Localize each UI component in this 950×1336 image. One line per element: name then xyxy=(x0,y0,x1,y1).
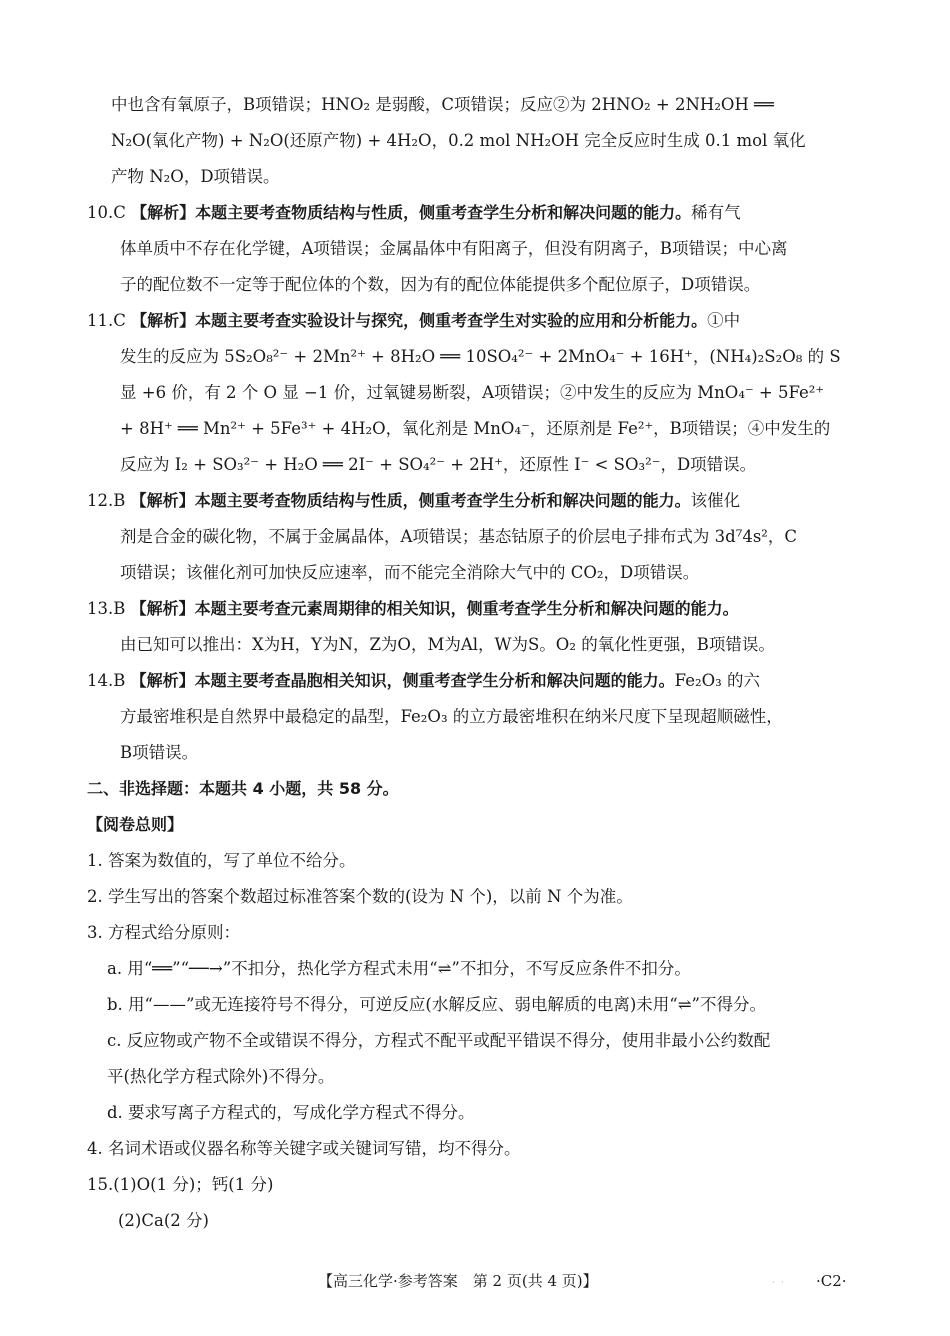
answer-part: (2)Ca(2 分) xyxy=(118,1211,209,1230)
question-number: 10. xyxy=(87,203,114,222)
text-line: 体单质中不存在化学键，A项错误；金属晶体中有阳离子，但没有阴离子，B项错误；中心离 xyxy=(120,239,788,258)
text-line: 剂是合金的碳化物，不属于金属晶体，A项错误；基态钴原子的价层电子排布式为 3d⁷4s²，C xyxy=(120,527,798,546)
answer-part: (1)O(1 分)；钙(1 分) xyxy=(113,1175,274,1194)
text-line: 项错误；该催化剂可加快反应速率，而不能完全消除大气中的 CO₂，D项错误。 xyxy=(120,563,700,582)
analysis-text: ①中 xyxy=(707,311,741,330)
answer-letter: C xyxy=(113,203,126,222)
question-13 xyxy=(87,596,739,622)
question-12 xyxy=(87,488,740,514)
question-number: 13. xyxy=(87,599,114,618)
rule-subitem: b. 用“——”或无连接符号不得分，可逆反应(水解反应、弱电解质的电离)未用“⇌”不得分。 xyxy=(107,995,766,1014)
analysis-lead: 本题主要考查晶胞相关知识，侧重考查学生分析和解决问题的能力。 xyxy=(194,671,675,690)
footer-code: ·C2· xyxy=(816,1272,847,1290)
analysis-text: 该催化 xyxy=(690,491,741,510)
answer-letter: B xyxy=(113,599,126,618)
question-number: 14. xyxy=(87,671,114,690)
text-line: 由已知可以推出：X为H，Y为N，Z为O，M为Al，W为S。O₂ 的氧化性更强，B项错误。 xyxy=(120,635,775,654)
text-line: B项错误。 xyxy=(120,743,199,762)
text-line: 反应为 I₂ + SO₃²⁻ + H₂O ══ 2I⁻ + SO₄²⁻ + 2H⁺，还原性 I⁻ < SO₃²⁻，D项错误。 xyxy=(120,455,757,474)
rule-item: 1. 答案为数值的，写了单位不给分。 xyxy=(87,851,356,870)
text-line: + 8H⁺ ══ Mn²⁺ + 5Fe³⁺ + 4H₂O，氧化剂是 MnO₄⁻，还原剂是 Fe²⁺，B项错误；④中发生的 xyxy=(120,419,831,438)
answer-letter: B xyxy=(113,671,126,690)
question-number: 12. xyxy=(87,491,114,510)
rule-subitem: c. 反应物或产物不全或错误不得分，方程式不配平或配平错误不得分，使用非最小公约数配 xyxy=(107,1031,771,1050)
text-line: 子的配位数不一定等于配位体的个数，因为有的配位体能提供多个配位原子，D项错误。 xyxy=(120,275,761,294)
rule-item: 4. 名词术语或仪器名称等关键字或关键词写错，均不得分。 xyxy=(87,1139,521,1158)
text-line: 方最密堆积是自然界中最稳定的晶型，Fe₂O₃ 的立方最密堆积在纳米尺度下呈现超顺磁性， xyxy=(120,707,783,726)
analysis-lead: 本题主要考查元素周期律的相关知识，侧重考查学生分析和解决问题的能力。 xyxy=(194,599,739,618)
footer-center: 【高三化学·参考答案 第 2 页(共 4 页)】 xyxy=(318,1272,598,1290)
rule-subitem: 平(热化学方程式除外)不得分。 xyxy=(107,1067,335,1086)
text-line: 中也含有氧原子，B项错误；HNO₂ 是弱酸，C项错误；反应②为 2HNO₂ + 2NH₂OH ══ xyxy=(111,95,774,114)
analysis-tag: 【解析】 xyxy=(130,491,195,510)
section-heading: 二、非选择题：本题共 4 小题，共 58 分。 xyxy=(87,779,399,798)
analysis-lead: 本题主要考查物质结构与性质，侧重考查学生分析和解决问题的能力。 xyxy=(195,203,692,222)
question-number: 11. xyxy=(87,311,114,330)
analysis-lead: 本题主要考查实验设计与探究，侧重考查学生对实验的应用和分析能力。 xyxy=(195,311,708,330)
analysis-tag: 【解析】 xyxy=(130,599,195,618)
answer-letter: B xyxy=(113,491,126,510)
question-14 xyxy=(87,668,760,694)
text-line: 产物 N₂O，D项错误。 xyxy=(111,167,280,186)
footer-dots: · · xyxy=(772,1278,786,1287)
analysis-text: Fe₂O₃ 的六 xyxy=(674,671,760,690)
text-line: 发生的反应为 5S₂O₈²⁻ + 2Mn²⁺ + 8H₂O ══ 10SO₄²⁻ + 2MnO₄⁻ + 16H⁺，(NH₄)₂S₂O₈ 的 S xyxy=(120,347,841,366)
rule-item: 3. 方程式给分原则： xyxy=(87,923,240,942)
page-footer xyxy=(0,1268,950,1294)
rule-item: 2. 学生写出的答案个数超过标准答案个数的(设为 N 个)，以前 N 个为准。 xyxy=(87,887,633,906)
question-11 xyxy=(87,308,740,334)
analysis-tag: 【解析】 xyxy=(131,311,196,330)
question-number: 15. xyxy=(87,1175,114,1194)
answer-letter: C xyxy=(113,311,126,330)
rule-subitem: a. 用“══”“──→”不扣分，热化学方程式未用“⇌”不扣分，不写反应条件不扣分。 xyxy=(107,959,691,978)
text-line: N₂O(氧化产物) + N₂O(还原产物) + 4H₂O，0.2 mol NH₂OH 完全反应时生成 0.1 mol 氧化 xyxy=(111,131,806,150)
analysis-lead: 本题主要考查物质结构与性质，侧重考查学生分析和解决问题的能力。 xyxy=(194,491,691,510)
analysis-tag: 【解析】 xyxy=(131,203,196,222)
rules-title: 【阅卷总则】 xyxy=(87,815,184,834)
analysis-tag: 【解析】 xyxy=(130,671,195,690)
rule-subitem: d. 要求写离子方程式的，写成化学方程式不得分。 xyxy=(107,1103,475,1122)
text-line: 显 +6 价，有 2 个 O 显 −1 价，过氧键易断裂，A项错误；②中发生的反应为 MnO₄⁻ + 5Fe²⁺ xyxy=(120,383,825,402)
question-15 xyxy=(87,1172,273,1198)
analysis-text: 稀有气 xyxy=(691,203,741,222)
question-10 xyxy=(87,200,741,226)
